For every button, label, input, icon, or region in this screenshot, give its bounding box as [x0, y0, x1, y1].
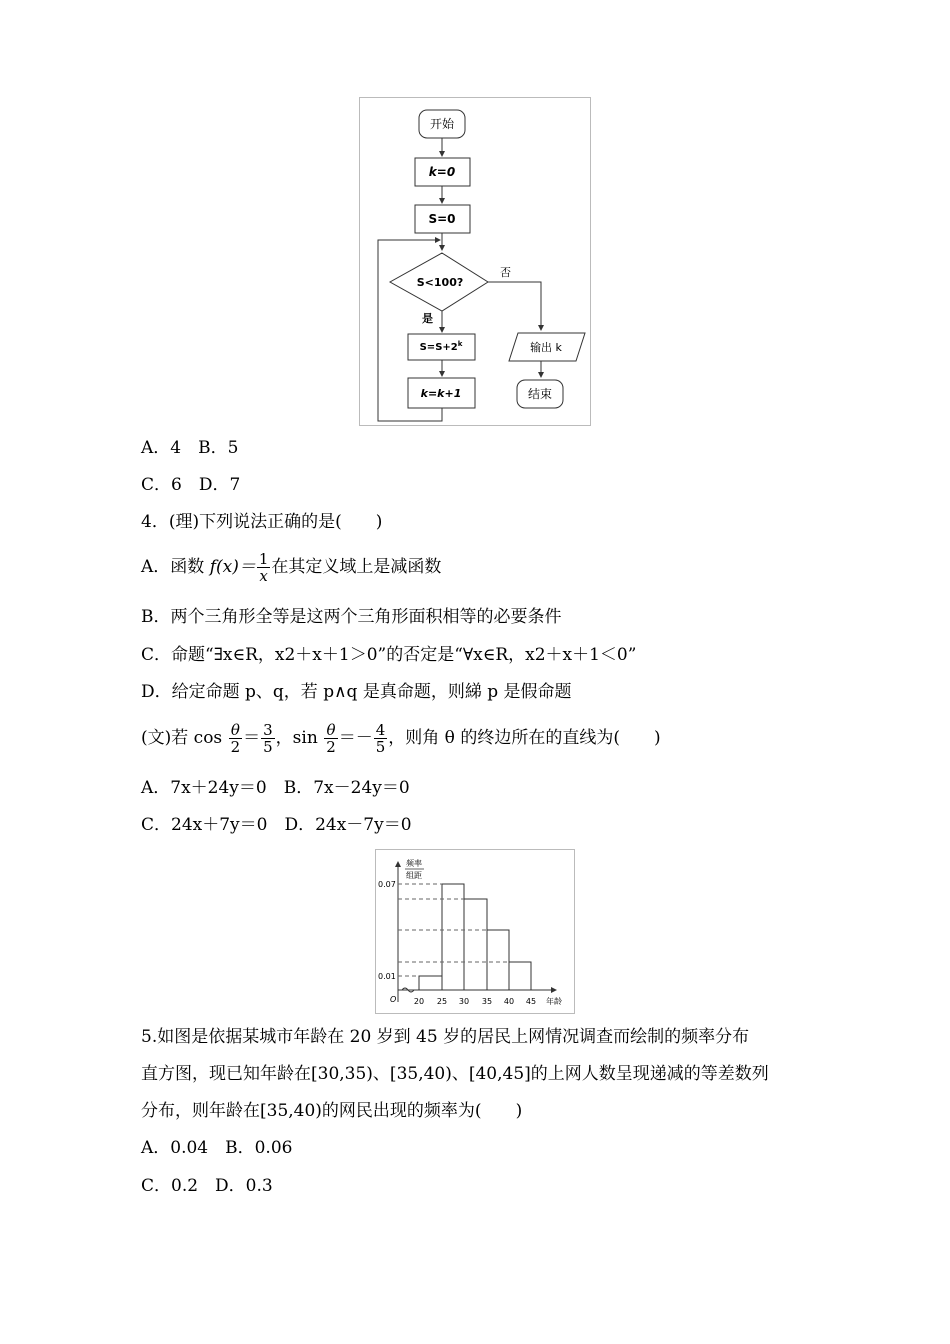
- q4-wen-five-2: 5: [375, 738, 386, 756]
- histogram-xlabel: 年龄: [546, 997, 562, 1006]
- q4-wen-suffix: ，则角 θ 的终边所在的直线为( ): [388, 728, 661, 748]
- q4-wen-four: 4: [375, 721, 386, 739]
- q4-option-a: [141, 551, 441, 584]
- q4-wen-three: 3: [263, 721, 273, 739]
- flow-start-text: 开始: [429, 117, 455, 131]
- flow-sinit-text: S=0: [428, 212, 456, 226]
- q4-wen-prefix: (文)若 cos: [141, 728, 223, 748]
- q4-wen-eq1: ＝: [243, 728, 261, 748]
- histogram-xtick-30: 30: [458, 997, 470, 1006]
- q4-wen-frac-45: [374, 722, 388, 755]
- q3-options-row2: C．6 D．7: [141, 475, 241, 495]
- flowchart-svg: [360, 98, 590, 425]
- q4-wen-frac-theta-1: [229, 722, 243, 755]
- q4-option-d: D．给定命题 p、q，若 p∧q 是真命题，则綈 p 是假命题: [141, 682, 572, 702]
- q5-options-row1: A．0.04 B．0.06: [141, 1138, 293, 1158]
- q4-a-prefix: A．函数: [141, 557, 205, 577]
- flow-updatek-text: k=k+1: [420, 387, 462, 400]
- histogram-ylabel-bottom: 组距: [406, 871, 422, 880]
- flow-yes-label: 是: [422, 312, 433, 325]
- q4-wen-frac-35: [261, 722, 275, 755]
- histogram-ytick-001: 0.01: [378, 972, 396, 981]
- q3-options-row1: A．4 B．5: [141, 438, 239, 458]
- histogram-figure: [375, 849, 575, 1014]
- flow-kinit-text: k=0: [428, 165, 456, 179]
- histogram-bar-40-45: [509, 962, 531, 990]
- q4-wen-theta-2: θ: [324, 722, 338, 739]
- q4-a-suffix: 在其定义域上是减函数: [271, 557, 442, 577]
- q4-a-func: f(x)＝: [209, 557, 256, 577]
- flow-no-label: 否: [500, 266, 511, 279]
- q4-stem: 4．(理)下列说法正确的是( ): [141, 512, 383, 532]
- flow-end-text: 结束: [527, 387, 553, 401]
- q4-wen-two-1: 2: [230, 738, 241, 756]
- q4-wen-sin: ，sin: [275, 728, 318, 748]
- histogram-bar-25-30: [442, 884, 464, 990]
- histogram-bar-20-25: [419, 976, 442, 990]
- q5-options-row2: C．0.2 D．0.3: [141, 1176, 273, 1196]
- histogram-ylabel-top: 频率: [406, 859, 422, 868]
- histogram-xtick-20: 20: [413, 997, 425, 1006]
- q4-a-fraction: [257, 551, 271, 584]
- q4-wen-options-row1: A．7x＋24y＝0 B．7x－24y＝0: [141, 778, 410, 798]
- histogram-xtick-45: 45: [525, 997, 537, 1006]
- histogram-ytick-007: 0.07: [378, 880, 396, 889]
- flow-condition-text: S<100?: [416, 276, 464, 289]
- q4-wen-two-2: 2: [326, 738, 336, 756]
- q5-line1: 5.如图是依据某城市年龄在 20 岁到 45 岁的居民上网情况调查而绘制的频率分布: [141, 1027, 750, 1047]
- q4-wen-theta-1: θ: [229, 722, 243, 739]
- q4-wen-stem: [141, 722, 661, 755]
- q4-wen-eq2: ＝－: [338, 728, 373, 748]
- flowchart-figure: [359, 97, 591, 426]
- q5-line3: 分布，则年龄在[35,40)的网民出现的频率为( ): [141, 1101, 523, 1121]
- flow-output-text: 输出 k: [530, 341, 562, 354]
- histogram-xtick-35: 35: [481, 997, 493, 1006]
- q4-wen-frac-theta-2: [324, 722, 338, 755]
- q4-option-c: C．命题“∃x∈R，x2＋x＋1＞0”的否定是“∀x∈R，x2＋x＋1＜0”: [141, 645, 637, 665]
- flow-updates-text: $S=S+2^k$: [419, 340, 463, 353]
- histogram-origin: O: [390, 995, 397, 1004]
- histogram-xtick-25: 25: [436, 997, 448, 1006]
- q5-line2: 直方图，现已知年龄在[30,35)、[35,40)、[40,45]的上网人数呈现递减的等差数列: [141, 1064, 769, 1084]
- histogram-bar-35-40: [487, 930, 509, 990]
- histogram-xtick-40: 40: [503, 997, 515, 1006]
- histogram-svg: [376, 850, 574, 1013]
- q4-a-num: 1: [258, 550, 269, 568]
- q4-a-den: x: [259, 567, 268, 585]
- q4-option-b: B．两个三角形全等是这两个三角形面积相等的必要条件: [141, 607, 562, 627]
- q4-wen-five-1: 5: [263, 738, 273, 756]
- q4-wen-options-row2: C．24x＋7y＝0 D．24x－7y＝0: [141, 815, 412, 835]
- histogram-bar-30-35: [464, 899, 487, 990]
